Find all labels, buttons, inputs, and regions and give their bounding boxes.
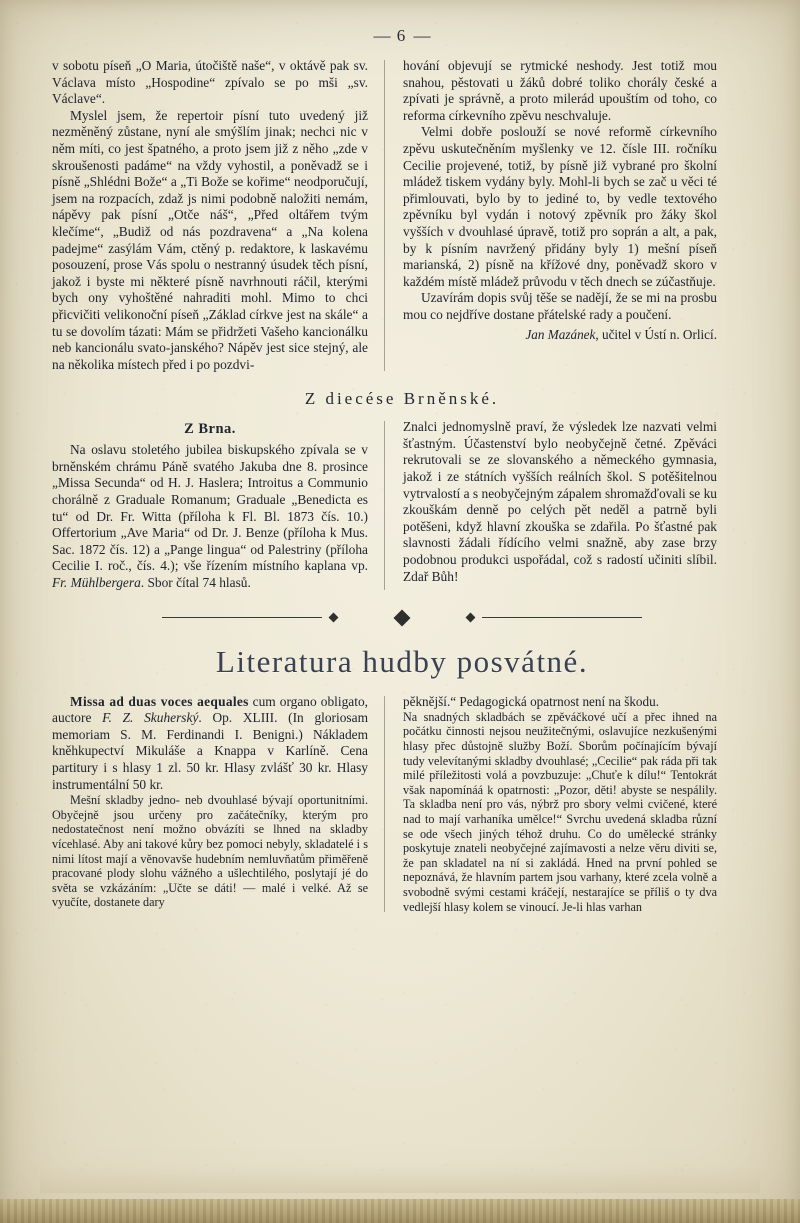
article-top-right-column	[385, 58, 717, 373]
folio-dash-right: —	[413, 26, 431, 45]
literature-heading: Literatura hudby posvátné.	[215, 643, 589, 679]
signature-role: , učitel v Ústí n. Orlicí.	[595, 326, 717, 342]
chaplain-name: Fr. Mühlbergera	[52, 575, 141, 591]
page-bottom-edge	[0, 1199, 800, 1223]
paragraph	[52, 694, 368, 794]
literature-left-column	[52, 694, 384, 915]
page-content	[52, 26, 752, 914]
section-left-column	[52, 419, 384, 591]
page-folio	[52, 26, 752, 46]
work-description: cum organo obligato, auctore	[52, 693, 368, 726]
column-divider	[384, 696, 385, 913]
article-signature	[403, 327, 717, 344]
paragraph-tail: . Sbor čítal 74 hlasů.	[140, 575, 251, 591]
section-title: Z diecése Brněnské.	[304, 389, 500, 409]
folio-dash-left: —	[373, 26, 391, 45]
divider-diamond-center	[394, 609, 411, 626]
column-divider	[384, 60, 385, 371]
section-brno	[52, 419, 752, 591]
page-bottom-fade	[40, 1167, 760, 1193]
article-top-left-column	[52, 58, 384, 373]
paragraph: pěknější.“ Pedagogická opatrnost není na škodu.	[403, 693, 659, 709]
work-details: . Op. XLIII. (In gloriosam memoriam S. M. Ferdinandi I. Benigni.) Nákladem kněhkupectví Mikuláše a Knappa v Karlíně. Cena partitury i s hlasy 1 zl. 50 kr. Hlasy zvlášť 30 kr. Hlasy instrumentální 50 kr.	[52, 710, 368, 792]
paragraph: Mešní skladby jedno- neb dvouhlasé bývají oportunitními. Obyčejně jsou určeny pro začátečníky, kterým pro nedostatečnost není možno obvázíti se lhned na skladby vícehlasé. Aby ani takové kůry bez pomoci nebyly, skladatelé i s nimi lítost mají a věnovavše hudebním nemluvňatům přiměřeně pracované plody slohu vážného a ušlechtilého, poslytají jé do světa se vzkázáním: „Učte se dáti! — malé i velké. Až se vyučíte, dostanete dary	[52, 793, 368, 910]
paragraph	[52, 442, 368, 591]
divider-diamond-small-right	[466, 613, 476, 623]
folio-number: 6	[396, 26, 408, 45]
divider-line-left	[162, 617, 322, 618]
article-top	[52, 58, 752, 373]
divider-line-right	[482, 617, 642, 618]
literature-right-column	[385, 694, 717, 915]
ornamental-divider	[52, 606, 752, 628]
work-title: Missa ad duas voces aequales	[70, 693, 249, 709]
literature-section	[52, 694, 752, 915]
paragraph: Velmi dobře poslouží se nové reformě církevního zpěvu uskutečněním myšlenky ve 12. čísle III. ročníku Cecilie projevené, totiž, by písně již vybrané pro školní mládež tiskem vydány byly. Mohl-li bych se zač u věci té přimlouvati, bylo by to jediné to, by vedle textového zpěvníku byl vydán i notový zpěvník pro žáky škol vyšších v dvouhlasé úpravě, totiž pro soprán a alt, a pak, by k písním navržený přidány byly 1) mešní píseň marianská, 2) písně na křížové dny, poněvadž skoro v každém místě mládež průvodu v těch dnech se zúčastňuje.	[403, 124, 717, 289]
signature-name: Jan Mazánek	[525, 326, 596, 342]
paragraph-text: Na oslavu stoletého jubilea biskupského zpívala se v brněnském chrámu Páně svatého Jakuba dne 8. prosince „Missa Secunda“ od H. J. Haslera; Introitus a Communio chorálně z Graduale Romanum; Graduale „Benedicta es tu“ od Dr. Fr. Witta (příloha k Fl. Bl. 1873 čís. 10.) Offertorium „Ave Maria“ od Dr. J. Benze (příloha k Mus. Sac. 1872 čís. 12) a „Pange lingua“ od Palestriny (příloha Cecilie I. roč., čís. 4.); vše řízením místního kaplana vp.	[52, 442, 368, 574]
column-divider	[384, 421, 385, 589]
paragraph: Uzavírám dopis svůj těše se nadějí, že se mi na prosbu mou co nejdříve dostane přátelské rady a poučení.	[403, 290, 717, 322]
work-author: F. Z. Skuherský	[102, 710, 199, 726]
paragraph: Znalci jednomyslně praví, že výsledek lze nazvati velmi šťastným. Účastenství bylo neobyčejně četné. Zpěváci rekrutovali se ze slovanského a německého gymnasia, jakož i ze státních vyšších reálních škol. S potěšitelnou vytrvalostí a s neobyčejným zápalem shromažďovali se ku zkouškám denně po celých pět neděl a patrně byli potěšeni, když hlavní zkouška se zdařila. Po šťastné pak slavnosti žádali řídícího velmi snažně, aby zase brzy podobnou produkci uspořádal, což s radostí učiniti slíbil. Zdař Bůh!	[403, 419, 717, 584]
divider-diamond-small-left	[329, 613, 339, 623]
paragraph: v sobotu píseň „O Maria, útočiště naše“, v oktávě pak sv. Václava místo „Hospodine“ zpívalo se po mši „sv. Václave“.	[52, 58, 368, 107]
paragraph: hování objevují se rytmické neshody. Jest totiž mou snahou, pěstovati u žáků dobré toliko chorály české a zpívati je správně, a proto milerád upouštím od toho, co reforma církevního zpěvu neschvaluje.	[403, 58, 717, 123]
section-right-column	[385, 419, 717, 591]
section-subtitle: Z Brna.	[184, 421, 236, 438]
paragraph: Na snadných skladbách se zpěváčkové učí a přec ihned na počátku činnosti nejsou neužitečnými, oslavujíce nezkušenými hlasy přec důstojně služby Boží. Sborům počínajícím bývají tudy velevítanými skladby dvouhlasé; „Cecilie“ pak ráda při tak milé příležitosti volá a povzbuzuje: „Chuťe k dílu!“ Tentokrát však napomínáá k opatrnosti: „Pozor, děti! abyste se nespálily. Ta skladba není pro vás, nýbrž pro sbory velmi cvičené, které nad to mají varhaníka umělce!“ Svrchu uvedená skladba různí se ode všech jiných téhož druhu. Co do umělecké stránky poskytuje znateli neobyčejné zajímavosti a nelze věru diviti se, že pan skladatel na ní si zakládá. Hned na první pohled se nepoznává, že hlavním partem jsou varhany, které zcela volně a svobodně svými cestami kráčejí, nestarajíce se příliš o ty dva vedlejší hlasy kolem se vinoucí. Je-li hlas varhan	[403, 709, 717, 914]
paragraph: Myslel jsem, že repertoir písní tuto uvedený již nezměněný zůstane, nyní ale smýšlím jinak; nechci nic v něm míti, co jest špatného, a proto jsem již z něho „zde v skroušenosti padáme“ na vždy vyhostil, a poněvadž se i písně „Shlédni Bože“ a „Ti Bože se kořime“ neodporučují, jsem na rozpacích, zdaž js nimi podobně naložiti nemám, nápěvy pak písní „Otče náš“, „Před oltářem tvým klečíme“, „Budiž od nás pozdravena“ a „Na kolena padejme“ zasýlám Vám, ctěný p. redaktore, k laskavému posouzení, prose Vás spolu o nestranný úsudek těch písní, jakož i byste mi některé písně navrhnouti ráčil, kterými bych ony vyhoštěné nahraditi mohl. Mimo to chci přicvičiti velikonoční píseň „Základ církve jest na skále“ a tu se dovolím tázati: Mám se přidržeti Vašeho kancionálku neb kancionálu svato-janského? Nápěv jest sice stejný, ale na několika místech před i po pozdvi-	[52, 107, 368, 372]
